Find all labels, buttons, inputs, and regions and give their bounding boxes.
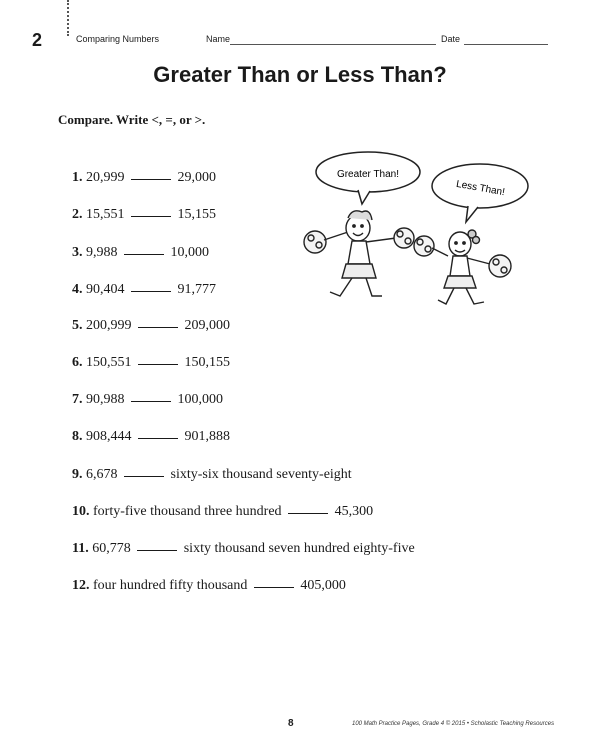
date-label: Date: [441, 34, 461, 44]
answer-blank[interactable]: [138, 364, 178, 365]
cheerleaders-illustration: [300, 146, 530, 316]
speech-bubble-left-text: Greater Than!: [336, 169, 400, 180]
name-label: Name: [206, 34, 231, 44]
problem-right-value: 209,000: [184, 318, 230, 333]
speech-bubble-left: [316, 152, 420, 204]
problem-number: 11.: [72, 541, 89, 556]
problem-number: 4.: [72, 282, 83, 297]
answer-blank[interactable]: [288, 513, 328, 514]
problem-row: [72, 282, 216, 298]
problem-row: [72, 245, 209, 261]
problem-row: [72, 392, 223, 408]
problem-row: [72, 504, 373, 520]
date-field[interactable]: [464, 44, 548, 45]
problem-right-value: sixty-six thousand seventy-eight: [170, 467, 352, 482]
directions: Compare. Write <, =, or >.: [58, 112, 206, 127]
problem-left-value: 60,778: [92, 541, 131, 556]
answer-blank[interactable]: [137, 550, 177, 551]
unit-number: 2: [32, 30, 43, 50]
answer-blank[interactable]: [138, 438, 178, 439]
problem-left-value: 90,404: [86, 282, 125, 297]
answer-blank[interactable]: [131, 291, 171, 292]
answer-blank[interactable]: [131, 216, 171, 217]
answer-blank[interactable]: [138, 327, 178, 328]
problem-number: 7.: [72, 392, 83, 407]
problem-right-value: 91,777: [177, 282, 216, 297]
problem-right-value: 405,000: [300, 578, 346, 593]
problem-number: 10.: [72, 504, 90, 519]
page-header: [32, 30, 572, 50]
problem-right-value: 29,000: [177, 170, 216, 185]
problem-left-value: 200,999: [86, 318, 132, 333]
answer-blank[interactable]: [254, 587, 294, 588]
problem-number: 5.: [72, 318, 83, 333]
speech-bubble-right-text: Less Than!: [455, 178, 506, 199]
problem-number: 2.: [72, 207, 83, 222]
problem-right-value: 10,000: [170, 245, 209, 260]
problem-row: [72, 318, 230, 334]
answer-blank[interactable]: [124, 254, 164, 255]
problem-row: [72, 207, 216, 223]
problem-right-value: 15,155: [177, 207, 216, 222]
page-title: Greater Than or Less Than?: [153, 62, 447, 87]
problem-left-value: 908,444: [86, 429, 132, 444]
problem-row: [72, 429, 230, 445]
cheerleader-left: [304, 211, 414, 296]
problem-row: [72, 467, 352, 483]
problem-left-value: 9,988: [86, 245, 118, 260]
problem-left-value: 90,988: [86, 392, 125, 407]
problem-number: 3.: [72, 245, 83, 260]
problem-row: [72, 578, 346, 594]
problem-row: [72, 541, 415, 557]
name-field[interactable]: [230, 44, 436, 45]
problem-number: 6.: [72, 355, 83, 370]
problem-row: [72, 170, 216, 186]
answer-blank[interactable]: [131, 401, 171, 402]
footer-credit: 100 Math Practice Pages, Grade 4 © 2015 • Scholastic Teaching Resources: [352, 721, 555, 727]
problem-number: 9.: [72, 467, 83, 482]
page-number: 8: [288, 718, 294, 729]
problem-left-value: 20,999: [86, 170, 125, 185]
problem-number: 8.: [72, 429, 83, 444]
problem-left-value: four hundred fifty thousand: [93, 578, 248, 593]
problem-right-value: sixty thousand seven hundred eighty-five: [183, 541, 415, 556]
problem-right-value: 100,000: [177, 392, 223, 407]
cheerleader-right: [414, 230, 511, 304]
answer-blank[interactable]: [124, 476, 164, 477]
problem-left-value: 6,678: [86, 467, 118, 482]
problem-left-value: 150,551: [86, 355, 132, 370]
problem-number: 1.: [72, 170, 83, 185]
problem-row: [72, 355, 230, 371]
problem-right-value: 45,300: [334, 504, 374, 519]
unit-title: Comparing Numbers: [76, 34, 160, 44]
problem-number: 12.: [72, 578, 90, 593]
problem-right-value: 150,155: [184, 355, 230, 370]
speech-bubble-right: [432, 164, 528, 222]
problem-left-value: 15,551: [86, 207, 125, 222]
answer-blank[interactable]: [131, 179, 171, 180]
problem-right-value: 901,888: [184, 429, 230, 444]
problem-left-value: forty-five thousand three hundred: [93, 504, 282, 519]
